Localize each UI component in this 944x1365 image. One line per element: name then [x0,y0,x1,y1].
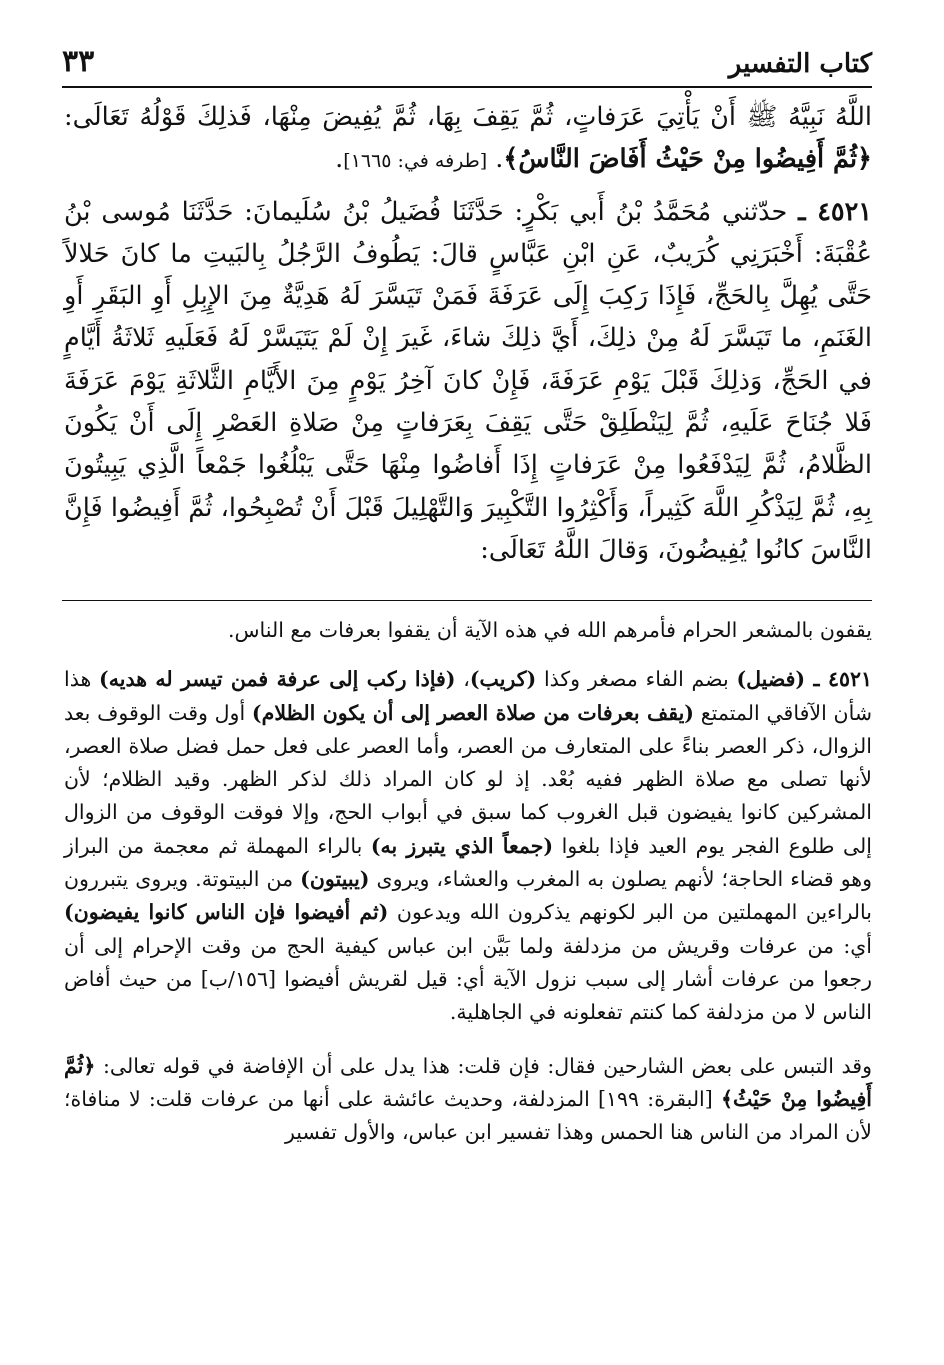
footnote-divider [62,600,872,601]
hadith-main-text [64,96,872,571]
commentary-paragraph-2 [64,663,872,1029]
hadith-number: ٤٥٢١ ـ [798,196,872,227]
commentary-text: من البيتوتة. ويروى يتبررون بالراءين المهملتين من البر لكونهم يذكرون الله ويدعون [64,867,873,925]
commentary-text: أي: من عرفات وقريش من مزدلفة ولما بَيَّن ابن عباس كيفية الحج من وقت الإحرام إلى أن رجعوا من عرفات أشار إلى سبب نزول الآية أي: قيل لقريش أفيضوا [١٥٦/ب] من حيث أفاض الناس لا من مزدلفة كما كنتم تفعلونه في الجاهلية. [64,933,872,1025]
commentary-paragraph-3 [64,1050,872,1150]
bold-term: (ثم أفيضوا فإن الناس كانوا يفيضون) [64,900,389,925]
bold-term: (يقف بعرفات من صلاة العصر إلى أن يكون الظلام) [251,700,694,725]
cross-reference: [طرفه في: ١٦٦٥] [343,150,488,173]
page-header [62,40,872,88]
bold-term: (يبيتون) [300,867,370,892]
commentary-text: أول وقت الوقوف بعد الزوال، ذكر العصر بناءً على المتعارف من العصر، وأما العصر على فعل حمل فضل صلاة العصر، لأنها تصلى مع صلاة الظهر ففيه بُعْد. إذ لو كان المراد ذلك لذكر الظهر. وقيد الظلام؛ لأن المشركين كانوا يفيضون قبل الغروب كما سبق في أبواب الحج، وإلا فوقت الوقوف من الزوال إلى طلوع الفجر يوم العيد فإذا بلغوا [64,700,872,858]
bold-term: (فإذا ركب إلى عرفة فمن تيسر له هديه) [99,667,456,692]
main-p1-text: اللَّهُ نَبِيَّهُ ﷺ أَنْ يَأْتِيَ عَرَفاتٍ، ثُمَّ يَقِفَ بِهَا، ثُمَّ يُفِيضَ مِنْهَا، فَذلِكَ قَوْلُهُ تَعَالَى: [64,102,872,132]
commentary-text: [البقرة: ١٩٩] المزدلفة، وحديث عائشة على أنها من عرفات قلت: لا منافاة؛ لأن المراد من الناس هنا الحمس وهذا تفسير ابن عباس، والأول تفسير [64,1086,872,1145]
quran-verse: ﴿ثُمَّ أَفِيضُوا مِنْ حَيْثُ﴾ [64,1053,873,1111]
main-paragraph-2 [64,191,872,572]
bold-term: (جمعاً الذي يتبرز به) [370,833,554,858]
main-p1-end: . [335,144,344,175]
commentary-paragraph-1: يقفون بالمشعر الحرام فأمرهم الله في هذه الآية أن يقفوا بعرفات مع الناس. [227,618,872,642]
bold-term: (كريب) [469,667,537,692]
commentary-text: بالراء المهملة ثم معجمة من البراز وهو قضاء الحاجة؛ لأنهم يصلون به المغرب والعشاء، ويروى [64,833,872,892]
book-title: كتاب التفسير [728,49,872,79]
commentary-text: بضم الفاء مصغر وكذا [536,667,737,692]
commentary-text: وقد التبس على بعض الشارحين فقال: فإن قلت: هذا يدل على أن الإفاضة في قوله تعالى: [95,1053,872,1078]
bold-term: (فضيل) [736,667,814,692]
hadith-text: حدّثني مُحَمَّدُ بْنُ أَبي بَكْرٍ: حَدَّثَنَا فُضَيلُ بْنُ سُلَيمانَ: حَدَّثَنَا مُوسى بْنُ عُقْبَةَ: أَخْبَرَنِي كُرَيبٌ، عَنِ ابْنِ عَبَّاسٍ قالَ: يَطُوفُ الرَّجُلُ بِالبَيتِ ما كانَ حَلالاً حَتَّى يُهِلَّ بِالحَجِّ، فَإِذَا رَكِبَ إِلَى عَرَفَةَ فَمَنْ تَيَسَّرَ لَهُ هَدِيَّةٌ مِنَ الإِبِلِ أَوِ البَقَرِ أَوِ الغَنَمِ، ما تَيَسَّرَ لَهُ مِنْ ذلِكَ، أَيَّ ذلِكَ شاءَ، غَيرَ إِنْ لَمْ يَتَيَسَّرْ لَهُ فَعَلَيهِ ثَلاثَةُ أَيَّامٍ في الحَجِّ، وَذلِكَ قَبْلَ يَوْمِ عَرَفَةَ، فَإِنْ كانَ آخِرُ يَوْمٍ مِنَ الأَيَّامِ الثَّلاثَةِ يَوْمَ عَرَفَةَ فَلا جُنَاحَ عَلَيهِ، ثُمَّ لِيَنْطَلِقْ حَتَّى يَقِفَ بِعَرَفاتٍ مِنْ صَلاةِ العَصْرِ إِلَى أَنْ يَكُونَ الظَّلامُ، ثُمَّ لِيَدْفَعُوا مِنْ عَرَفاتٍ إِذَا أَفاضُوا مِنْهَا حَتَّى يَبْلُغُوا جَمْعاً الَّذِي يَبِيتُونَ بِهِ، ثُمَّ لِيَذْكُرِ اللَّهَ كَثِيراً، وَأَكْثِرُوا التَّكْبِيرَ وَالتَّهْلِيلَ قَبْلَ أَنْ تُصْبِحُوا، ثُمَّ أَفِيضُوا فَإِنَّ النَّاسَ كانُوا يُفِيضُونَ، وَقالَ اللَّهُ تَعَالَى: [64,196,872,565]
commentary-text: هذا شأن الآفاقي المتمتع [64,667,873,725]
commentary-text: ، [455,667,470,692]
main-paragraph-1 [64,96,872,183]
page-number: ٣٣ [62,44,95,79]
commentary [64,614,872,1149]
quran-verse: ﴿ثُمَّ أَفِيضُوا مِنْ حَيْثُ أَفَاضَ النَّاسُ﴾ [503,144,872,175]
commentary-hadith-number: ٤٥٢١ ـ [813,667,872,692]
main-p1-punct: . [487,144,504,175]
